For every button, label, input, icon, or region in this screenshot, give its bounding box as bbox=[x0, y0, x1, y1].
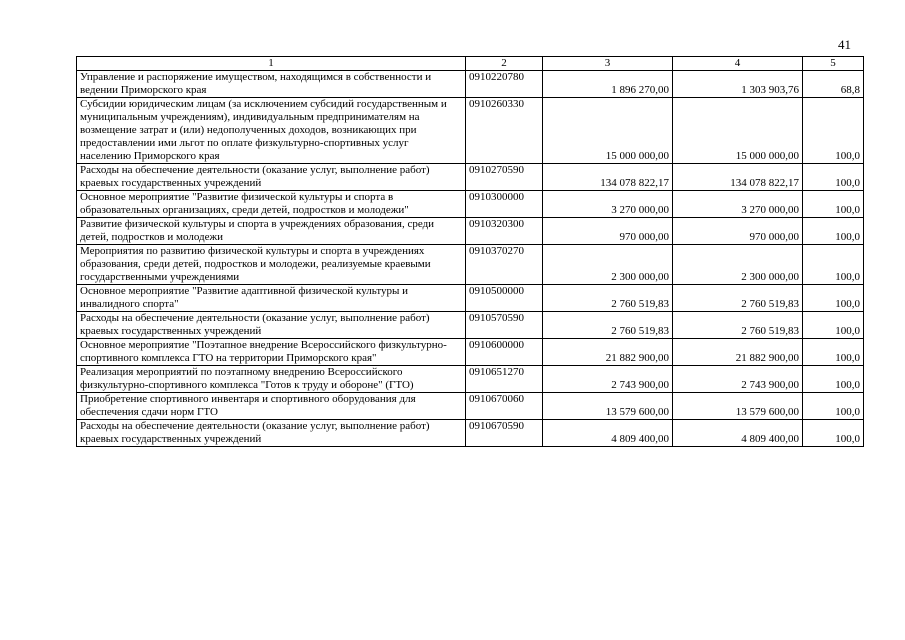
row-code: 0910500000 bbox=[466, 285, 543, 312]
table-row bbox=[77, 339, 864, 366]
row-planned: 13 579 600,00 bbox=[543, 393, 673, 420]
row-code: 0910651270 bbox=[466, 366, 543, 393]
row-code: 0910320300 bbox=[466, 218, 543, 245]
row-actual: 13 579 600,00 bbox=[673, 393, 803, 420]
column-header: 5 bbox=[803, 57, 864, 71]
row-planned: 2 760 519,83 bbox=[543, 285, 673, 312]
row-planned: 134 078 822,17 bbox=[543, 164, 673, 191]
page-number: 41 bbox=[838, 37, 851, 52]
row-code: 0910260330 bbox=[466, 98, 543, 164]
row-name: Управление и распоряжение имуществом, находящимся в собственности и ведении Приморского края bbox=[77, 71, 466, 98]
row-name: Развитие физической культуры и спорта в учреждениях образования, среди детей, подростков и молодежи bbox=[77, 218, 466, 245]
row-code: 0910670590 bbox=[466, 420, 543, 447]
row-name: Основное мероприятие "Поэтапное внедрение Всероссийского физкультурно-спортивного комплекса ГТО на территории Приморского края" bbox=[77, 339, 466, 366]
row-percent: 100,0 bbox=[803, 366, 864, 393]
row-percent: 100,0 bbox=[803, 312, 864, 339]
row-percent: 100,0 bbox=[803, 285, 864, 312]
row-planned: 2 760 519,83 bbox=[543, 312, 673, 339]
row-percent: 100,0 bbox=[803, 339, 864, 366]
row-planned: 1 896 270,00 bbox=[543, 71, 673, 98]
row-actual: 2 743 900,00 bbox=[673, 366, 803, 393]
table-row bbox=[77, 366, 864, 393]
row-planned: 4 809 400,00 bbox=[543, 420, 673, 447]
row-code: 0910220780 bbox=[466, 71, 543, 98]
table-row bbox=[77, 312, 864, 339]
row-percent: 100,0 bbox=[803, 245, 864, 285]
row-name: Субсидии юридическим лицам (за исключением субсидий государственным и муниципальным учреждениям), индивидуальным предпринимателям на возмещение затрат и (или) недополученных доходов, возникающих при предоставлении ими льгот по оплате физкультурно-спортивных услуг населению Приморского края bbox=[77, 98, 466, 164]
row-planned: 21 882 900,00 bbox=[543, 339, 673, 366]
row-code: 0910300000 bbox=[466, 191, 543, 218]
row-name: Основное мероприятие "Развитие физической культуры и спорта в образовательных организациях, среди детей, подростков и молодежи" bbox=[77, 191, 466, 218]
row-percent: 100,0 bbox=[803, 164, 864, 191]
row-percent: 100,0 bbox=[803, 98, 864, 164]
row-name: Реализация мероприятий по поэтапному внедрению Всероссийского физкультурно-спортивного комплекса "Готов к труду и обороне" (ГТО) bbox=[77, 366, 466, 393]
table-header-row bbox=[77, 57, 864, 71]
row-percent: 100,0 bbox=[803, 191, 864, 218]
budget-table bbox=[76, 56, 864, 447]
row-code: 0910600000 bbox=[466, 339, 543, 366]
row-planned: 2 743 900,00 bbox=[543, 366, 673, 393]
row-code: 0910670060 bbox=[466, 393, 543, 420]
table-row bbox=[77, 218, 864, 245]
row-actual: 1 303 903,76 bbox=[673, 71, 803, 98]
row-percent: 100,0 bbox=[803, 420, 864, 447]
row-actual: 2 760 519,83 bbox=[673, 312, 803, 339]
table-row bbox=[77, 164, 864, 191]
row-planned: 2 300 000,00 bbox=[543, 245, 673, 285]
row-actual: 3 270 000,00 bbox=[673, 191, 803, 218]
table-row bbox=[77, 98, 864, 164]
column-header: 2 bbox=[466, 57, 543, 71]
row-actual: 2 760 519,83 bbox=[673, 285, 803, 312]
row-name: Мероприятия по развитию физической культуры и спорта в учреждениях образования, среди детей, подростков и молодежи, реализуемые краевыми государственными учреждениями bbox=[77, 245, 466, 285]
row-name: Расходы на обеспечение деятельности (оказание услуг, выполнение работ) краевых государственных учреждений bbox=[77, 164, 466, 191]
table-row bbox=[77, 191, 864, 218]
row-actual: 15 000 000,00 bbox=[673, 98, 803, 164]
column-header: 1 bbox=[77, 57, 466, 71]
row-planned: 970 000,00 bbox=[543, 218, 673, 245]
table-row bbox=[77, 245, 864, 285]
row-code: 0910570590 bbox=[466, 312, 543, 339]
row-percent: 100,0 bbox=[803, 218, 864, 245]
row-actual: 4 809 400,00 bbox=[673, 420, 803, 447]
column-header: 3 bbox=[543, 57, 673, 71]
row-name: Приобретение спортивного инвентаря и спортивного оборудования для обеспечения сдачи норм ГТО bbox=[77, 393, 466, 420]
row-actual: 970 000,00 bbox=[673, 218, 803, 245]
row-planned: 15 000 000,00 bbox=[543, 98, 673, 164]
table-row bbox=[77, 71, 864, 98]
table-row bbox=[77, 393, 864, 420]
row-name: Расходы на обеспечение деятельности (оказание услуг, выполнение работ) краевых государственных учреждений bbox=[77, 312, 466, 339]
row-code: 0910370270 bbox=[466, 245, 543, 285]
row-actual: 21 882 900,00 bbox=[673, 339, 803, 366]
column-header: 4 bbox=[673, 57, 803, 71]
table-row bbox=[77, 420, 864, 447]
row-actual: 2 300 000,00 bbox=[673, 245, 803, 285]
row-name: Основное мероприятие "Развитие адаптивной физической культуры и инвалидного спорта" bbox=[77, 285, 466, 312]
row-percent: 68,8 bbox=[803, 71, 864, 98]
row-planned: 3 270 000,00 bbox=[543, 191, 673, 218]
row-percent: 100,0 bbox=[803, 393, 864, 420]
table-row bbox=[77, 285, 864, 312]
row-actual: 134 078 822,17 bbox=[673, 164, 803, 191]
row-code: 0910270590 bbox=[466, 164, 543, 191]
row-name: Расходы на обеспечение деятельности (оказание услуг, выполнение работ) краевых государственных учреждений bbox=[77, 420, 466, 447]
